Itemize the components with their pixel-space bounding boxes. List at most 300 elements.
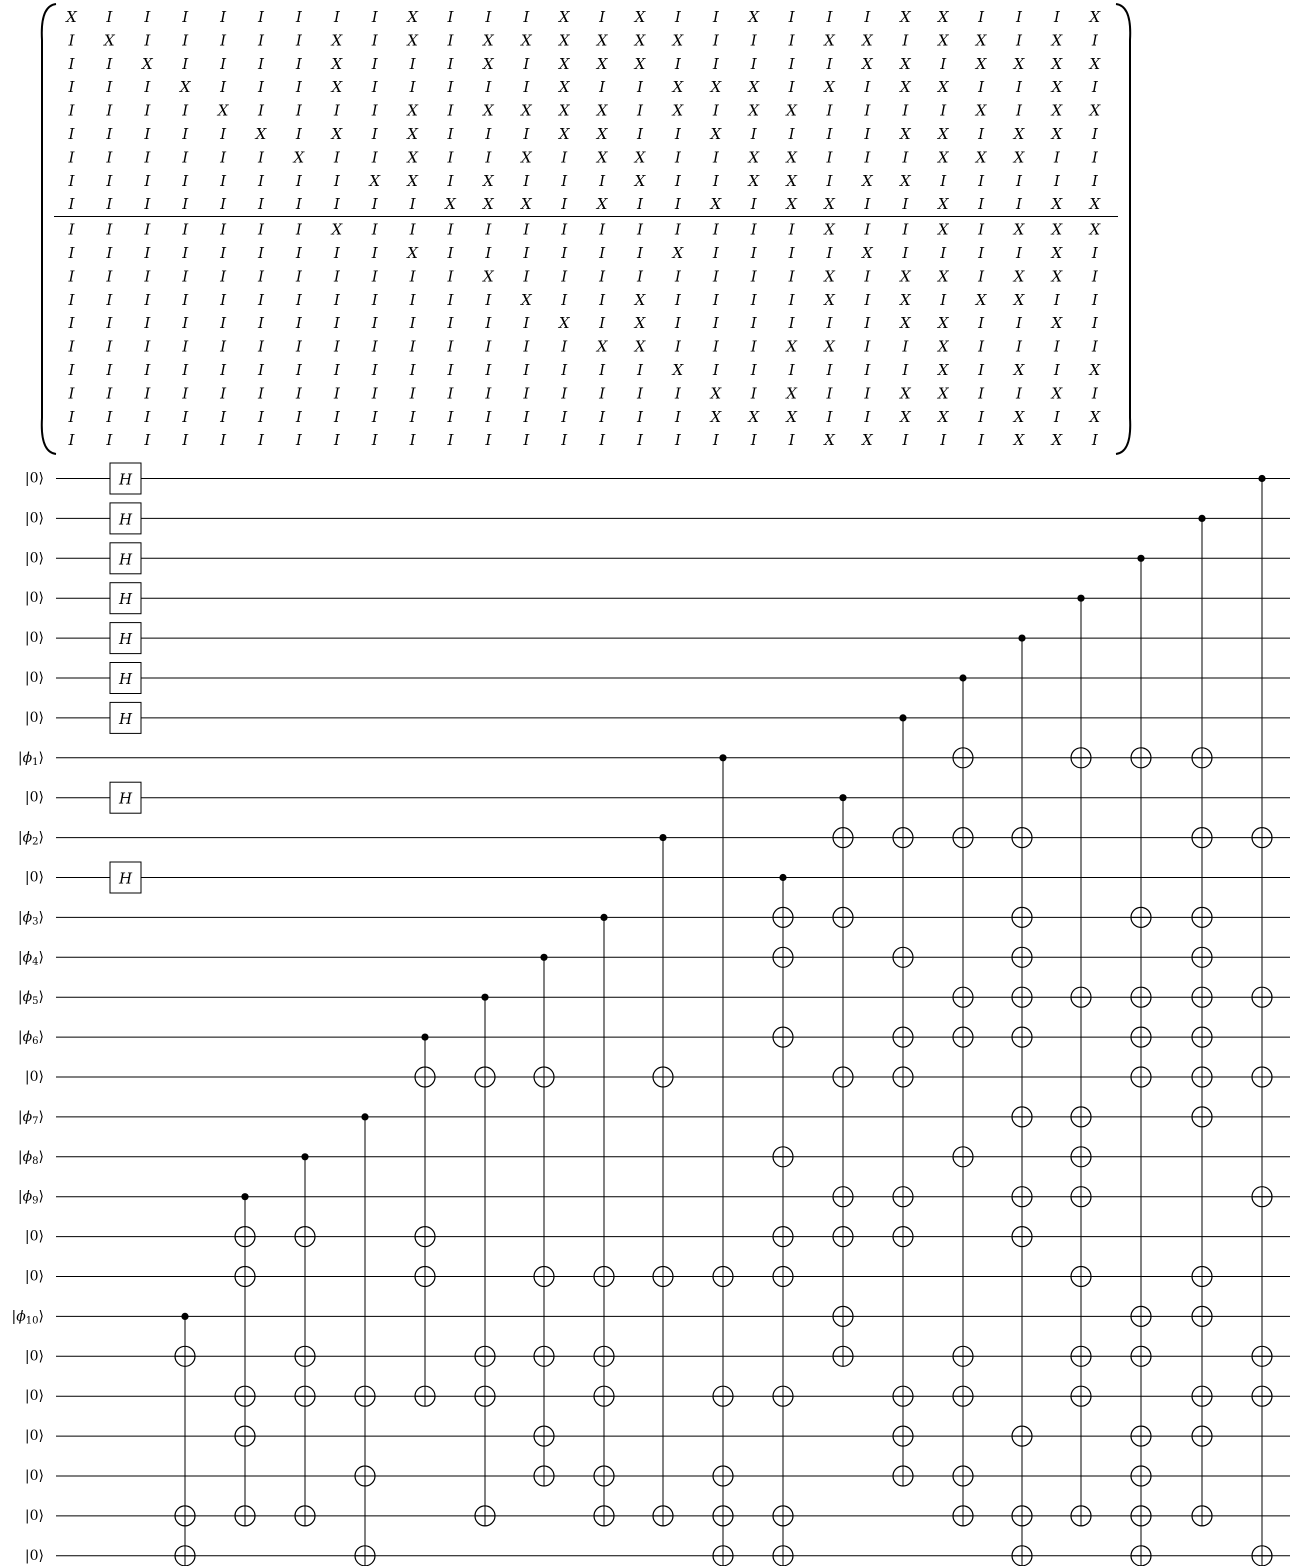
matrix-cell: I	[371, 148, 378, 167]
matrix-cell: I	[788, 361, 795, 379]
matrix-cell: I	[295, 78, 302, 97]
matrix-cell: I	[1091, 314, 1098, 333]
matrix-cell: I	[978, 384, 985, 403]
matrix-cell: X	[937, 267, 949, 286]
matrix-cell: I	[864, 148, 871, 167]
matrix-cell: X	[596, 337, 608, 356]
matrix-cell: I	[295, 361, 302, 379]
matrix-cell: I	[295, 337, 302, 356]
matrix-cell: I	[788, 125, 795, 143]
matrix-cell: I	[409, 314, 416, 333]
matrix-cell: I	[637, 431, 643, 450]
matrix-cell: I	[371, 8, 378, 26]
matrix-cell: I	[106, 171, 113, 190]
matrix-cell: I	[182, 384, 189, 403]
matrix-cell: I	[750, 195, 757, 214]
matrix-cell: I	[220, 148, 227, 167]
wire-label: |0⟩	[24, 1507, 44, 1524]
matrix-cell: I	[674, 384, 681, 403]
matrix-cell: I	[523, 314, 530, 333]
matrix-cell: I	[333, 195, 340, 214]
matrix-cell: X	[1051, 195, 1063, 214]
matrix-cell: I	[295, 244, 302, 262]
matrix-cell: I	[561, 220, 568, 239]
matrix-cell: X	[899, 407, 911, 426]
matrix-cell: I	[409, 290, 416, 309]
wire-label: $|\phi_7⟩$	[17, 1108, 44, 1127]
matrix-cell: I	[485, 290, 492, 309]
matrix-cell: I	[220, 361, 227, 379]
matrix-cell: I	[561, 244, 568, 262]
matrix-cell: I	[637, 195, 643, 214]
matrix-cell: I	[902, 337, 909, 356]
matrix-cell: I	[864, 8, 871, 26]
matrix-cell: I	[220, 171, 227, 190]
matrix-cell: I	[637, 78, 643, 97]
matrix-cell: I	[220, 31, 227, 50]
matrix-cell: X	[1051, 431, 1063, 450]
matrix-cell: I	[978, 171, 985, 190]
matrix-cell: I	[864, 220, 871, 239]
matrix-cell: I	[637, 267, 643, 286]
matrix-cell: I	[371, 125, 378, 143]
matrix-cell: I	[182, 31, 189, 50]
matrix-cell: X	[899, 171, 911, 190]
matrix-cell: I	[258, 384, 264, 403]
matrix-cell: I	[750, 361, 757, 379]
matrix-cell: X	[255, 125, 267, 143]
matrix-cell: I	[144, 244, 151, 262]
matrix-cell: I	[447, 8, 454, 26]
matrix-cell: X	[824, 290, 835, 309]
matrix-cell: I	[258, 267, 264, 286]
matrix-cell: I	[864, 290, 871, 309]
matrix-cell: I	[788, 314, 795, 333]
matrix-cell: X	[369, 171, 381, 190]
matrix-cell: I	[106, 8, 113, 26]
matrix-cell: I	[295, 8, 302, 26]
matrix-cell: I	[258, 78, 264, 97]
matrix-cell: I	[523, 431, 530, 450]
wire-label: |0⟩	[24, 789, 44, 806]
matrix-cell: I	[978, 267, 985, 286]
matrix-cell: I	[523, 171, 530, 190]
matrix-cell: I	[523, 8, 530, 26]
gates	[110, 463, 1272, 1566]
matrix-cell: X	[899, 125, 911, 143]
matrix-cell: I	[333, 361, 340, 379]
matrix-cell: I	[182, 54, 189, 73]
wire-label: |0⟩	[24, 1428, 44, 1445]
matrix-cell: I	[750, 384, 757, 403]
matrix-cell: I	[371, 195, 378, 214]
matrix-cell: I	[826, 8, 833, 26]
matrix-cell: I	[1091, 31, 1098, 50]
wire-label: |0⟩	[24, 1268, 44, 1285]
matrix-cell: I	[371, 431, 378, 450]
matrix-cell: I	[637, 220, 643, 239]
matrix-cell: I	[978, 431, 985, 450]
matrix-cell: I	[106, 101, 113, 120]
matrix-cell: I	[447, 31, 454, 50]
control-dot	[181, 1313, 188, 1320]
matrix-cell: I	[864, 267, 871, 286]
matrix-cell: I	[106, 78, 113, 97]
matrix-cell: X	[596, 125, 608, 143]
matrix-cell: I	[788, 220, 795, 239]
matrix-cell: X	[104, 31, 115, 50]
matrix-cell: I	[485, 78, 492, 97]
matrix-cell: I	[106, 431, 113, 450]
matrix-cell: I	[1053, 171, 1060, 190]
matrix-cell: I	[371, 407, 378, 426]
matrix-cell: I	[220, 314, 227, 333]
hadamard-gate-label: H	[118, 670, 133, 688]
matrix-cell: X	[899, 384, 911, 403]
matrix-cell: I	[220, 195, 227, 214]
matrix-cell: I	[902, 431, 909, 450]
matrix-cell: X	[975, 31, 987, 50]
matrix-cell: I	[1016, 8, 1022, 26]
matrix-cell: I	[182, 290, 189, 309]
hadamard-gate-label: H	[118, 470, 133, 489]
matrix-cell: I	[182, 220, 189, 239]
matrix-cell: I	[447, 171, 454, 190]
matrix-cell: I	[674, 171, 681, 190]
matrix-cell: I	[220, 384, 227, 403]
matrix-cell: X	[1089, 407, 1101, 426]
matrix-cell: I	[1016, 195, 1022, 214]
matrix-cell: X	[407, 101, 418, 120]
matrix-cell: X	[937, 361, 949, 379]
wire-label: |0⟩	[24, 1547, 44, 1564]
matrix-cell: X	[672, 101, 684, 120]
matrix-cell: I	[220, 244, 227, 262]
matrix-cell: X	[520, 195, 532, 214]
matrix-cell: X	[520, 148, 532, 167]
matrix-cell: I	[864, 195, 871, 214]
matrix-cell: X	[1051, 384, 1063, 403]
matrix-cell: X	[1013, 431, 1025, 450]
matrix-cell: X	[672, 31, 684, 50]
matrix-cell: I	[712, 8, 719, 26]
control-dot	[600, 914, 607, 921]
matrix-cell: I	[295, 384, 302, 403]
matrix-cell: I	[333, 148, 340, 167]
matrix-cell: I	[637, 361, 643, 379]
matrix-cell: X	[558, 8, 570, 26]
matrix-cell: I	[220, 125, 227, 143]
matrix-cell: I	[978, 337, 985, 356]
matrix-cell: X	[786, 407, 797, 426]
matrix-cell: X	[824, 431, 835, 450]
matrix-cell: I	[258, 101, 264, 120]
matrix-cell: I	[333, 267, 340, 286]
matrix-cell: I	[68, 78, 75, 97]
matrix-cell: X	[596, 31, 608, 50]
matrix-cell: X	[748, 101, 760, 120]
matrix-cell: X	[1089, 220, 1101, 239]
matrix-cell: I	[826, 407, 833, 426]
matrix-cell: X	[331, 220, 343, 239]
matrix-cell: I	[371, 101, 378, 120]
matrix-cell: I	[902, 195, 909, 214]
matrix-cell: I	[106, 220, 113, 239]
matrix-cell: I	[712, 431, 719, 450]
matrix-cell: I	[978, 220, 985, 239]
wire-label: $|\phi_3⟩$	[17, 909, 44, 927]
matrix-cell: I	[106, 384, 113, 403]
matrix-cell: X	[899, 267, 911, 286]
wire-label: $|\phi_2⟩$	[17, 829, 44, 848]
matrix-cell: X	[596, 101, 608, 120]
matrix-cell: X	[1051, 220, 1063, 239]
matrix-cell: X	[558, 101, 570, 120]
matrix-cell: I	[712, 290, 719, 309]
matrix-cell: I	[371, 54, 378, 73]
matrix-cell: I	[940, 431, 947, 450]
matrix-cell: X	[786, 195, 797, 214]
matrix-cell: X	[520, 101, 532, 120]
matrix-cell: I	[1053, 8, 1060, 26]
matrix-cell: I	[144, 125, 151, 143]
matrix-cell: X	[634, 337, 646, 356]
wire-label: $|\phi_5⟩$	[17, 989, 44, 1007]
matrix-cell: I	[371, 314, 378, 333]
matrix-cell: I	[750, 125, 757, 143]
matrix-cell: I	[447, 125, 454, 143]
hadamard-gate-label: H	[118, 869, 133, 888]
matrix-cell: X	[596, 195, 608, 214]
matrix-cell: I	[220, 290, 227, 309]
matrix-cell: X	[937, 125, 949, 143]
matrix-cell: I	[220, 407, 227, 426]
matrix-cell: I	[864, 361, 871, 379]
matrix-cell: X	[899, 290, 911, 309]
control-dot	[659, 834, 666, 841]
matrix-cell: I	[258, 244, 264, 262]
matrix-cell: I	[599, 171, 606, 190]
matrix-cell: I	[295, 101, 302, 120]
matrix-cell: I	[182, 361, 189, 379]
matrix-cell: I	[68, 171, 75, 190]
hadamard-gate-label: H	[118, 550, 133, 569]
matrix-cell: I	[750, 290, 757, 309]
control-dot	[1018, 635, 1025, 642]
matrix-cell: X	[407, 244, 418, 262]
matrix-cell: I	[144, 220, 151, 239]
matrix-cell: X	[634, 31, 646, 50]
matrix-cell: I	[864, 337, 871, 356]
matrix-cell: I	[485, 314, 492, 333]
matrix-cell: X	[293, 148, 305, 167]
matrix-cell: X	[1089, 195, 1101, 214]
control-dot	[959, 674, 966, 681]
matrix-cell: I	[447, 384, 454, 403]
matrix-cell: X	[710, 125, 722, 143]
matrix-cell: X	[975, 54, 987, 73]
matrix-cell: I	[295, 220, 302, 239]
matrix-cell: I	[674, 148, 681, 167]
matrix-cell: I	[68, 148, 75, 167]
matrix-cell: I	[220, 267, 227, 286]
matrix-cell: I	[220, 220, 227, 239]
matrix-cell: I	[940, 54, 947, 73]
wire-label: $|\phi_{10}⟩$	[11, 1308, 44, 1326]
matrix-cell: X	[748, 8, 760, 26]
matrix-cell: I	[674, 125, 681, 143]
matrix-cell: I	[258, 31, 264, 50]
matrix-cell: I	[68, 431, 75, 450]
matrix-cell: I	[1016, 244, 1022, 262]
matrix-cell: I	[144, 337, 151, 356]
matrix-cell: I	[409, 361, 416, 379]
control-dot	[421, 1034, 428, 1041]
matrix-cell: X	[1013, 125, 1025, 143]
matrix-cell: I	[447, 267, 454, 286]
matrix-cell: I	[447, 361, 454, 379]
matrix-cell: I	[258, 337, 264, 356]
matrix-cell: I	[144, 78, 151, 97]
matrix-cell: I	[788, 78, 795, 97]
matrix-cell: I	[599, 431, 606, 450]
matrix-cell: I	[712, 361, 719, 379]
matrix-cell: I	[978, 125, 985, 143]
matrix-cell: I	[750, 267, 757, 286]
matrix-cell: X	[1089, 361, 1101, 379]
matrix-cell: X	[1013, 148, 1025, 167]
matrix-cell: I	[826, 171, 833, 190]
matrix-cell: I	[561, 148, 568, 167]
matrix-cell: I	[333, 314, 340, 333]
matrix-cell: X	[483, 171, 494, 190]
matrix-cell: I	[447, 54, 454, 73]
matrix-cell: I	[295, 54, 302, 73]
matrix-cell: I	[144, 314, 151, 333]
hadamard-gate-label: H	[118, 510, 133, 529]
wire-label: |0⟩	[24, 709, 44, 726]
matrix-cells	[65, 8, 1101, 449]
matrix-cell: I	[182, 8, 189, 26]
matrix-cell: I	[864, 101, 871, 120]
matrix-cell: X	[975, 148, 987, 167]
matrix-cell: X	[331, 125, 343, 143]
matrix-cell: I	[674, 407, 681, 426]
matrix-cell: I	[485, 125, 492, 143]
matrix-cell: I	[409, 54, 416, 73]
matrix-cell: I	[1053, 407, 1060, 426]
matrix-cell: I	[371, 220, 378, 239]
matrix-cell: X	[141, 54, 153, 73]
matrix-cell: X	[672, 361, 684, 379]
matrix-cell: I	[523, 337, 530, 356]
matrix-cell: I	[295, 171, 302, 190]
matrix-cell: I	[712, 267, 719, 286]
matrix-cell: I	[295, 431, 302, 450]
matrix-cell: I	[1053, 337, 1060, 356]
matrix-cell: X	[1051, 101, 1063, 120]
matrix-cell: I	[599, 220, 606, 239]
wires	[56, 479, 1290, 1556]
matrix-cell: X	[520, 31, 532, 50]
matrix-cell: X	[672, 244, 684, 262]
matrix-cell: I	[258, 314, 264, 333]
matrix-cell: I	[1053, 361, 1060, 379]
matrix-cell: X	[672, 78, 684, 97]
matrix-cell: X	[1089, 8, 1101, 26]
matrix-cell: I	[674, 220, 681, 239]
matrix-cell: X	[786, 148, 797, 167]
matrix-cell: I	[978, 8, 985, 26]
matrix-cell: I	[485, 148, 492, 167]
matrix-cell: I	[637, 407, 643, 426]
hadamard-gate-label: H	[118, 630, 133, 649]
matrix-cell: I	[258, 220, 264, 239]
matrix-cell: I	[106, 244, 113, 262]
matrix-cell: X	[824, 31, 835, 50]
matrix-cell: I	[674, 290, 681, 309]
matrix-cell: X	[937, 8, 949, 26]
matrix-cell: X	[975, 290, 987, 309]
matrix-cell: I	[68, 384, 75, 403]
matrix-cell: X	[937, 31, 949, 50]
matrix-cell: I	[409, 195, 416, 214]
matrix-cell: X	[710, 195, 722, 214]
matrix-cell: I	[788, 267, 795, 286]
matrix-cell: X	[1089, 101, 1101, 120]
matrix-cell: I	[523, 244, 530, 262]
matrix-cell: I	[523, 54, 530, 73]
matrix-cell: I	[978, 314, 985, 333]
matrix-cell: X	[483, 101, 494, 120]
matrix-cell: I	[1016, 337, 1022, 356]
matrix-cell: I	[182, 431, 189, 450]
matrix-cell: I	[447, 78, 454, 97]
matrix-cell: X	[634, 314, 646, 333]
matrix-cell: I	[826, 148, 833, 167]
matrix-cell: X	[748, 171, 760, 190]
wire-label: |0⟩	[24, 470, 44, 487]
matrix-cell: X	[558, 78, 570, 97]
matrix-cell: I	[144, 31, 151, 50]
matrix-cell: I	[333, 244, 340, 262]
matrix-cell: X	[824, 195, 835, 214]
matrix-cell: I	[1091, 267, 1098, 286]
matrix-cell: I	[68, 407, 75, 426]
matrix-cell: I	[182, 407, 189, 426]
matrix-cell: I	[144, 101, 151, 120]
matrix-cell: X	[899, 8, 911, 26]
matrix-cell: I	[68, 361, 75, 379]
matrix-cell: I	[333, 431, 340, 450]
matrix-cell: X	[558, 54, 570, 73]
matrix-cell: X	[899, 314, 911, 333]
matrix-cell: X	[862, 171, 873, 190]
wire-label: |0⟩	[24, 510, 44, 527]
matrix-cell: I	[295, 290, 302, 309]
matrix-cell: I	[447, 101, 454, 120]
matrix-cell: I	[333, 171, 340, 190]
matrix-cell: I	[447, 290, 454, 309]
matrix-cell: I	[68, 267, 75, 286]
matrix-cell: I	[106, 54, 113, 73]
matrix-cell: I	[712, 148, 719, 167]
matrix-cell: I	[523, 407, 530, 426]
matrix-cell: X	[634, 290, 646, 309]
matrix-cell: I	[1091, 125, 1098, 143]
matrix-cell: I	[258, 407, 264, 426]
matrix-cell: I	[371, 337, 378, 356]
